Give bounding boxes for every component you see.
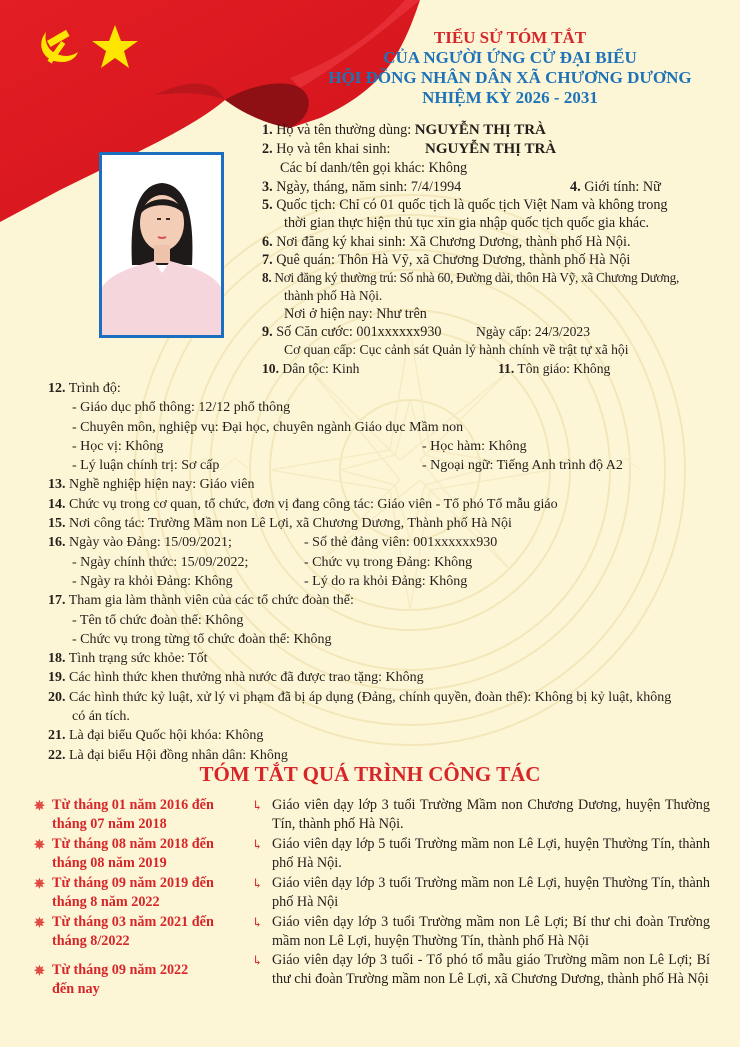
hook-arrow-icon: ↳ — [252, 915, 263, 930]
work-history-title: TÓM TẮT QUÁ TRÌNH CÔNG TÁC — [199, 762, 541, 786]
field-position: 14. Chức vụ trong cơ quan, tổ chức, đơn vị đang công tác: Giáo viên - Tổ phó Tổ mẫu giáo — [48, 496, 558, 512]
field-common-name: 1. Họ và tên thường dùng: NGUYỄN THỊ TRÀ — [262, 122, 546, 138]
field-party-position: - Chức vụ trong Đảng: Không — [304, 554, 473, 570]
field-party-leave-date: - Ngày ra khỏi Đảng: Không — [72, 573, 233, 589]
field-national-assembly: 21. Là đại biểu Quốc hội khóa: Không — [48, 728, 264, 744]
bullet-star-icon: ✵ — [34, 963, 45, 978]
field-degree: - Học vị: Không — [72, 438, 164, 454]
star-icon — [90, 22, 140, 72]
bullet-star-icon: ✵ — [34, 837, 45, 852]
field-discipline: 20. Các hình thức kỷ luật, xử lý vi phạm đã bị áp dụng (Đảng, chính quyền, đoàn thể): Không bị kỷ luật, không — [48, 689, 672, 705]
field-degree-row — [48, 437, 728, 456]
field-permanent-residence-cont: thành phố Hà Nội. — [284, 288, 383, 303]
field-discipline-cont: có án tích. — [72, 709, 130, 725]
work-history-item: ✵ Từ tháng 03 năm 2021 đến tháng 8/2022 ↳ Giáo viên dạy lớp 3 tuổi Trường mầm non Lê Lợi; Bí thư chi đoàn Trường mầm non Lê Lợi, huyện Thường Tín, thành phố Hà Nội — [34, 914, 710, 949]
field-occupation: 13. Nghề nghiệp hiện nay: Giáo viên — [48, 477, 255, 493]
field-party-join-date: Ngày vào Đảng: 15/09/2021; — [69, 535, 232, 551]
hook-arrow-icon: ↳ — [252, 837, 263, 852]
field-gender: 4. Giới tính: Nữ — [570, 179, 661, 195]
field-id-card: 9. Số Căn cước: 001xxxxxx930 — [262, 324, 442, 340]
hook-arrow-icon: ↳ — [252, 953, 263, 968]
hook-arrow-icon: ↳ — [252, 798, 263, 813]
common-name-value: NGUYỄN THỊ TRÀ — [414, 122, 546, 138]
work-history-item: ✵ Từ tháng 08 năm 2018 đến tháng 08 năm 2019 ↳ Giáo viên dạy lớp 5 tuổi Trường mầm non Lê Lợi, huyện Thường Tín, thành phố Hà Nội. — [34, 836, 710, 871]
bullet-star-icon: ✵ — [34, 915, 45, 930]
field-ethnicity: 10. Dân tộc: Kinh — [262, 361, 360, 376]
field-organization-name: - Tên tổ chức đoàn thể: Không — [72, 612, 244, 628]
title-line-3: HỘI ĐỒNG NHÂN DÂN XÃ CHƯƠNG DƯƠNG — [328, 68, 692, 87]
field-current-residence: Nơi ở hiện nay: Như trên — [284, 306, 427, 322]
field-alias: Các bí danh/tên gọi khác: Không — [280, 160, 468, 176]
bullet-star-icon: ✵ — [34, 876, 45, 891]
field-party-card: - Số thẻ đảng viên: 001xxxxxx930 — [304, 535, 498, 551]
candidate-photo — [99, 152, 224, 338]
field-birth-date: 3. Ngày, tháng, năm sinh: 7/4/1994 — [262, 179, 462, 195]
field-party-official-date: - Ngày chính thức: 15/09/2022; — [72, 554, 249, 570]
title-line-4: NHIỆM KỲ 2026 - 2031 — [422, 88, 598, 107]
birth-name-value: NGUYỄN THỊ TRÀ — [425, 141, 557, 157]
field-professional: - Chuyên môn, nghiệp vụ: Đại học, chuyên ngành Giáo dục Mầm non — [72, 419, 464, 435]
title-line-2: CỦA NGƯỜI ỨNG CỬ ĐẠI BIỂU — [383, 48, 637, 67]
field-workplace: 15. Nơi công tác: Trường Mầm non Lê Lợi, xã Chương Dương, Thành phố Hà Nội — [48, 516, 512, 532]
field-party-official-row — [48, 553, 728, 572]
field-political-theory: - Lý luận chính trị: Sơ cấp — [72, 458, 220, 474]
work-history-item: ✵ Từ tháng 09 năm 2022 đến nay ↳ Giáo viên dạy lớp 3 tuổi - Tổ phó tổ mẫu giáo Trường mầm non Lê Lợi; Bí thư chi đoàn Trường mầm non Lê Lợi, xã Chương Dương, thành phố Hà Nội — [34, 952, 710, 997]
field-birth-registration: 6. Nơi đăng ký khai sinh: Xã Chương Dương, thành phố Hà Nội. — [262, 234, 631, 250]
field-political-row — [48, 456, 728, 475]
title-line-1: TIỂU SỬ TÓM TẮT — [433, 28, 587, 47]
field-religion: 11. Tôn giáo: Không — [498, 361, 611, 376]
field-awards: 19. Các hình thức khen thưởng nhà nước đã được trao tặng: Không — [48, 670, 424, 686]
field-id-issuer: Cơ quan cấp: Cục cảnh sát Quản lý hành chính về trật tự xã hội — [284, 342, 629, 357]
field-academic-title: - Học hàm: Không — [422, 438, 527, 454]
field-party-join-row: 16. Ngày vào Đảng: 15/09/2021; - Số thẻ đảng viên: 001xxxxxx930 — [48, 533, 728, 552]
field-permanent-residence: 8. Nơi đăng ký thường trú: Số nhà 60, Đường dài, thôn Hà Vỹ, xã Chương Dương, — [262, 270, 679, 285]
field-organizations: 17. Tham gia làm thành viên của các tổ chức đoàn thể: — [48, 593, 354, 609]
field-nationality-cont: thời gian thực hiện thủ tục xin gia nhập quốc tịch quốc gia khác. — [284, 215, 650, 231]
work-history-item: ✵ Từ tháng 01 năm 2016 đến tháng 07 năm 2018 ↳ Giáo viên dạy lớp 3 tuổi Trường Mầm non Chương Dương, huyện Thường Tín, thành phố Hà Nội. — [34, 797, 710, 832]
document-title — [300, 28, 720, 108]
portrait-image — [102, 155, 221, 335]
field-hometown: 7. Quê quán: Thôn Hà Vỹ, xã Chương Dương, thành phố Hà Nội — [262, 252, 631, 268]
field-foreign-language: - Ngoại ngữ: Tiếng Anh trình độ A2 — [422, 458, 623, 474]
field-organization-position: - Chức vụ trong từng tổ chức đoàn thể: Không — [72, 631, 332, 647]
field-general-education: - Giáo dục phổ thông: 12/12 phổ thông — [72, 400, 291, 416]
hammer-sickle-icon — [34, 22, 84, 72]
field-id-issue-date: Ngày cấp: 24/3/2023 — [476, 324, 591, 339]
field-party-leave-reason: - Lý do ra khỏi Đảng: Không — [304, 573, 468, 589]
details-section — [48, 379, 728, 765]
field-education: 12. Trình độ: — [48, 381, 121, 396]
hook-arrow-icon: ↳ — [252, 876, 263, 891]
work-history-item: ✵ Từ tháng 09 năm 2019 đến tháng 8 năm 2022 ↳ Giáo viên dạy lớp 3 tuổi Trường mầm non Lê Lợi, huyện Thường Tín, thành phố Hà Nội — [34, 875, 710, 910]
field-health: 18. Tình trạng sức khỏe: Tốt — [48, 651, 208, 667]
field-nationality: 5. Quốc tịch: Chỉ có 01 quốc tịch là quốc tịch Việt Nam và không trong — [262, 197, 668, 213]
bullet-star-icon: ✵ — [34, 798, 45, 813]
field-party-leave-row — [48, 572, 728, 591]
field-peoples-council: 22. Là đại biểu Hội đồng nhân dân: Không — [48, 747, 288, 763]
field-birth-name: 2. Họ và tên khai sinh: NGUYỄN THỊ TRÀ — [262, 141, 557, 157]
